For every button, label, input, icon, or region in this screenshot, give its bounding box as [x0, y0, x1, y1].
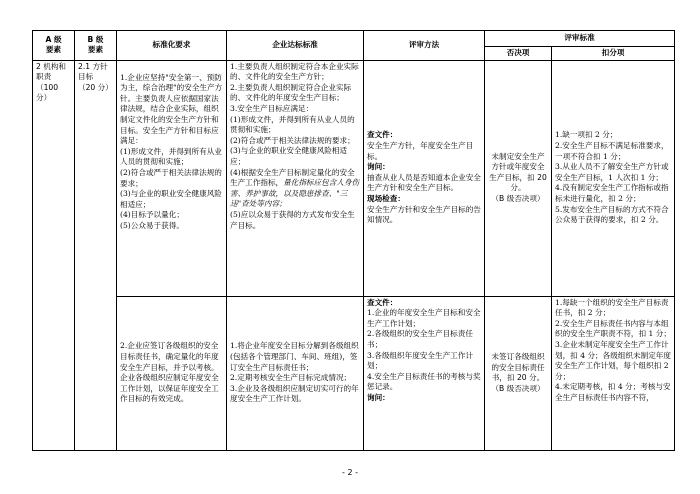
a-level-element: 2 机构和 职责 （100 分）: [33, 60, 75, 450]
header-b-level: B 级 要素: [75, 31, 117, 61]
header-a-level: A 级 要素: [33, 31, 75, 61]
standards-table: [32, 30, 675, 451]
requirement-cell: 2.企业应签订各级组织的安全目标责任书，确定量化的年度安全生产目标，并予以考核。企业各级组织应制定年度安全工作计划，以保证年度安全工作目标的有效完成。: [117, 296, 227, 450]
header-deduct: 扣分项: [552, 47, 675, 61]
page-number: - 2 -: [342, 468, 358, 477]
deduct-cell: 1.每缺一个组织的安全生产目标责任书，扣 2 分； 2.安全生产目标责任书内容与本组织的安全生产职责不符，扣 1 分； 3.企业未制定年度安全生产工作计划，扣 4 分；各级组织未制定年度安全生产工作计划，每个组织扣 2 分； 4.未定期考核，扣 4 分；考核与安全生产目标责任书内容不符，: [552, 296, 675, 450]
veto-cell: 未签订各级组织的安全目标责任书，扣 20 分。 （B 级否决项）: [485, 296, 552, 450]
b-level-element: 2.1 方针 目标 （20 分）: [75, 60, 117, 450]
deduct-cell: 1.缺一项扣 2 分； 2.安全生产目标不满足标准要求，一项不符合扣 1 分； 3.从业人员不了解安全生产方针或安全生产目标，1 人次扣 1 分； 4.没有制定安全生产工作指标或指标未进行量化，扣 2 分； 5.发布安全生产目标的方式不符合公众易于获得的要求，扣 2 分。: [552, 60, 675, 296]
header-veto: 否决项: [485, 47, 552, 61]
veto-cell: 未制定安全生产方针或年度安全生产目标，扣 20 分。 （B 级否决项）: [485, 60, 552, 296]
header-enterprise-standard: 企业达标标准: [227, 31, 364, 61]
standard-cell: 1.将企业年度安全目标分解到各级组织(包括各个管理部门、车间、班组)，签订安全生产目标责任书； 2.定期考核安全生产目标完成情况； 3.企业及各级组织应制定切实可行的年度安全生产工作计划。: [227, 296, 364, 450]
header-standard-requirement: 标准化要求: [117, 31, 227, 61]
table-row: [33, 60, 675, 296]
requirement-cell: 1.企业应坚持"安全第一、预防为主，综合治理"的安全生产方针。主要负责人应依据国家法律法规，结合企业实际，组织制定文件化的安全生产方针和目标。安全生产方针和目标应满足： (1)形成文件，并得到所有从业人员的贯彻和实施； (2)符合或严于相关法律法规的要求； (3)与企业的职业安全健康风险相适应； (4)目标予以量化； (5)公众易于获得。: [117, 60, 227, 296]
method-cell: 查文件： 安全生产方针，年度安全生产目标。 询问： 抽查从业人员是否知道本企业安全生产方针和安全生产目标。 现场检查： 安全生产方针和安全生产目标的告知情况。: [364, 60, 485, 296]
header-review-criteria: 评审标准: [485, 31, 675, 47]
method-cell: 查文件： 1.企业的年度安全生产目标和安全生产工作计划； 2.各级组织的安全生产目标责任书； 3.各级组织年度安全生产工作计划； 4.安全生产目标责任书的考核与奖惩记录。 询问：: [364, 296, 485, 450]
standard-cell: 1.主要负责人组织制定符合本企业实际的、文件化的安全生产方针； 2.主要负责人组织制定符合企业实际的、文件化的年度安全生产目标； 3.安全生产目标应满足： (1)形成文件，并得到所有从业人员的贯彻和实施； (2)符合或严于相关法律法规的要求； (3)与企业的职业安全健康风险相适应； (4)根据安全生产目标制定量化的安全生产工作指标，量化指标应包含人身伤害、养护事故，以及隐患排查、"三违"查处等内容； (5)应以众易于获得的方式发布安全生产目标。: [227, 60, 364, 296]
header-review-method: 评审方法: [364, 31, 485, 61]
table-row: [33, 296, 675, 450]
